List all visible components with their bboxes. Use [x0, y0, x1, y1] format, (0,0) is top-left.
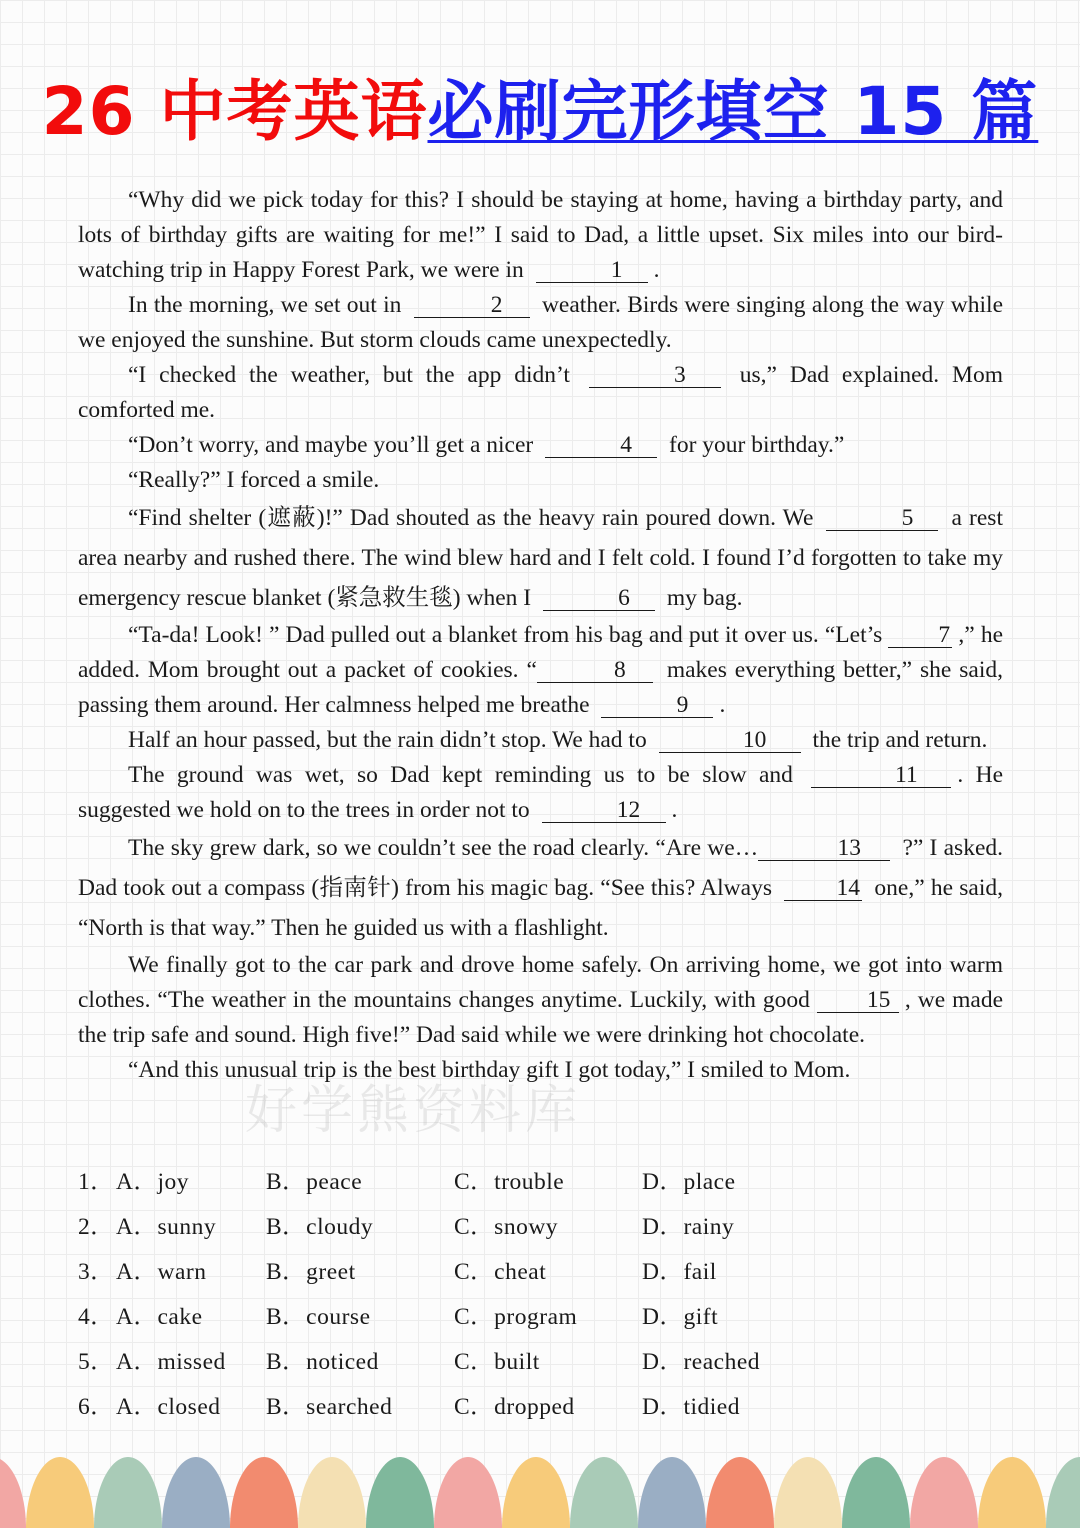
- option-a: A．warn: [116, 1259, 207, 1285]
- question-row: [78, 1253, 1003, 1298]
- paragraph-5: “Really?” I forced a smile.: [128, 467, 380, 493]
- option-d: D．gift: [642, 1304, 719, 1330]
- blank-7: 7: [888, 623, 952, 648]
- egg-shape: [978, 1457, 1046, 1528]
- paragraph-2: In the morning, we set out in 2 weather. Birds were singing along the way while we enjoyed the sunshine. But storm clouds came unexpectedly.: [78, 292, 1004, 353]
- option-b: B．peace: [266, 1169, 363, 1195]
- question-number: 6．: [78, 1394, 115, 1420]
- question-row: [78, 1298, 1003, 1343]
- paragraph-4: “Don’t worry, and maybe you’ll get a nicer 4 for your birthday.”: [128, 432, 845, 458]
- cloze-passage: [78, 183, 1003, 1088]
- option-a: A．sunny: [116, 1214, 217, 1240]
- question-number: 1．: [78, 1169, 115, 1195]
- question-number: 2．: [78, 1214, 115, 1240]
- question-row: [78, 1343, 1003, 1388]
- blank-3: 3: [589, 363, 721, 388]
- blank-9: 9: [601, 693, 713, 718]
- page-title: [0, 72, 1080, 152]
- option-b: B．noticed: [266, 1349, 379, 1375]
- title-blue-part: 必刷完形填空 15 篇: [427, 73, 1039, 150]
- option-d: D．rainy: [642, 1214, 735, 1240]
- decorative-egg-border: [0, 1453, 1080, 1528]
- egg-shape: [1046, 1457, 1080, 1528]
- paragraph-9: The ground was wet, so Dad kept reminding us to be slow and 11 . He suggested we hold on to the trees in order not to 12 .: [78, 762, 1003, 823]
- paragraph-1: “Why did we pick today for this? I should be staying at home, having a birthday party, and lots of birthday gifts are waiting for me!” I said to Dad, a little upset. Six miles into our bird-watching trip in Happy Forest Park, we were in 1 .: [78, 187, 1003, 283]
- question-row: [78, 1208, 1003, 1253]
- egg-shape: [570, 1457, 638, 1528]
- egg-shape: [0, 1457, 26, 1528]
- egg-shape: [94, 1457, 162, 1528]
- option-a: A．joy: [116, 1169, 189, 1195]
- question-row: [78, 1163, 1003, 1208]
- egg-shape: [230, 1457, 298, 1528]
- option-d: D．place: [642, 1169, 736, 1195]
- option-d: D．reached: [642, 1349, 761, 1375]
- option-c: C．program: [454, 1304, 578, 1330]
- egg-shape: [774, 1457, 842, 1528]
- option-d: D．fail: [642, 1259, 717, 1285]
- blank-1: 1: [536, 258, 648, 283]
- option-a: A．closed: [116, 1394, 221, 1420]
- blank-13: 13: [758, 836, 890, 861]
- paragraph-3: “I checked the weather, but the app didn’t 3 us,” Dad explained. Mom comforted me.: [78, 362, 1003, 423]
- paragraph-10: The sky grew dark, so we couldn’t see the road clearly. “Are we… 13 ?” I asked. Dad took out a compass (指南针) from his magic bag. “See this? Always 14 one,” he said, “North is that way.” Then he guided us with a flashlight.: [78, 835, 1004, 941]
- title-red-part: 26 中考英语: [41, 73, 428, 150]
- paragraph-7: “Ta-da! Look! ” Dad pulled out a blanket from his bag and put it over us. “Let’s 7 ,” he added. Mom brought out a packet of cookies. “ 8 makes everything better,” she said, passing them around. Her calmness helped me breathe 9 .: [78, 622, 1004, 718]
- paragraph-6: “Find shelter (遮蔽)!” Dad shouted as the heavy rain poured down. We 5 a rest area nearby and rushed there. The wind blew hard and I felt cold. I found I’d forgotten to take my emergency rescue blanket (紧急救生毯) when I 6 my bag.: [78, 505, 1003, 611]
- option-a: A．cake: [116, 1304, 203, 1330]
- answer-options: [78, 1163, 1003, 1433]
- egg-shape: [706, 1457, 774, 1528]
- paragraph-12: “And this unusual trip is the best birthday gift I got today,” I smiled to Mom.: [128, 1057, 851, 1083]
- option-c: C．cheat: [454, 1259, 547, 1285]
- blank-11: 11: [811, 763, 951, 788]
- option-b: B．searched: [266, 1394, 393, 1420]
- watermark: 好学熊资料库: [245, 1081, 582, 1141]
- question-number: 4．: [78, 1304, 115, 1330]
- option-d: D．tidied: [642, 1394, 740, 1420]
- egg-shape: [366, 1457, 434, 1528]
- blank-12: 12: [542, 798, 666, 823]
- blank-10: 10: [659, 728, 801, 753]
- option-b: B．cloudy: [266, 1214, 374, 1240]
- option-c: C．built: [454, 1349, 540, 1375]
- blank-4: 4: [545, 433, 657, 458]
- blank-6: 6: [543, 586, 655, 611]
- egg-shape: [842, 1457, 910, 1528]
- egg-shape: [162, 1457, 230, 1528]
- option-c: C．snowy: [454, 1214, 559, 1240]
- blank-15: 15: [817, 988, 899, 1013]
- egg-shape: [910, 1457, 978, 1528]
- option-c: C．dropped: [454, 1394, 575, 1420]
- egg-shape: [434, 1457, 502, 1528]
- question-number: 3．: [78, 1259, 115, 1285]
- blank-2: 2: [414, 293, 530, 318]
- option-b: B．greet: [266, 1259, 356, 1285]
- option-c: C．trouble: [454, 1169, 565, 1195]
- egg-shape: [26, 1457, 94, 1528]
- egg-shape: [502, 1457, 570, 1528]
- egg-shape: [298, 1457, 366, 1528]
- blank-14: 14: [784, 876, 862, 901]
- blank-5: 5: [826, 506, 938, 531]
- option-b: B．course: [266, 1304, 371, 1330]
- question-row: [78, 1388, 1003, 1433]
- paragraph-8: Half an hour passed, but the rain didn’t stop. We had to 10 the trip and return.: [128, 727, 988, 753]
- blank-8: 8: [537, 658, 653, 683]
- option-a: A．missed: [116, 1349, 226, 1375]
- egg-shape: [638, 1457, 706, 1528]
- question-number: 5．: [78, 1349, 115, 1375]
- paragraph-11: We finally got to the car park and drove home safely. On arriving home, we got into warm clothes. “The weather in the mountains changes anytime. Luckily, with good 15 , we made the trip safe and sound. High five!” Dad said while we were drinking hot chocolate.: [78, 952, 1004, 1048]
